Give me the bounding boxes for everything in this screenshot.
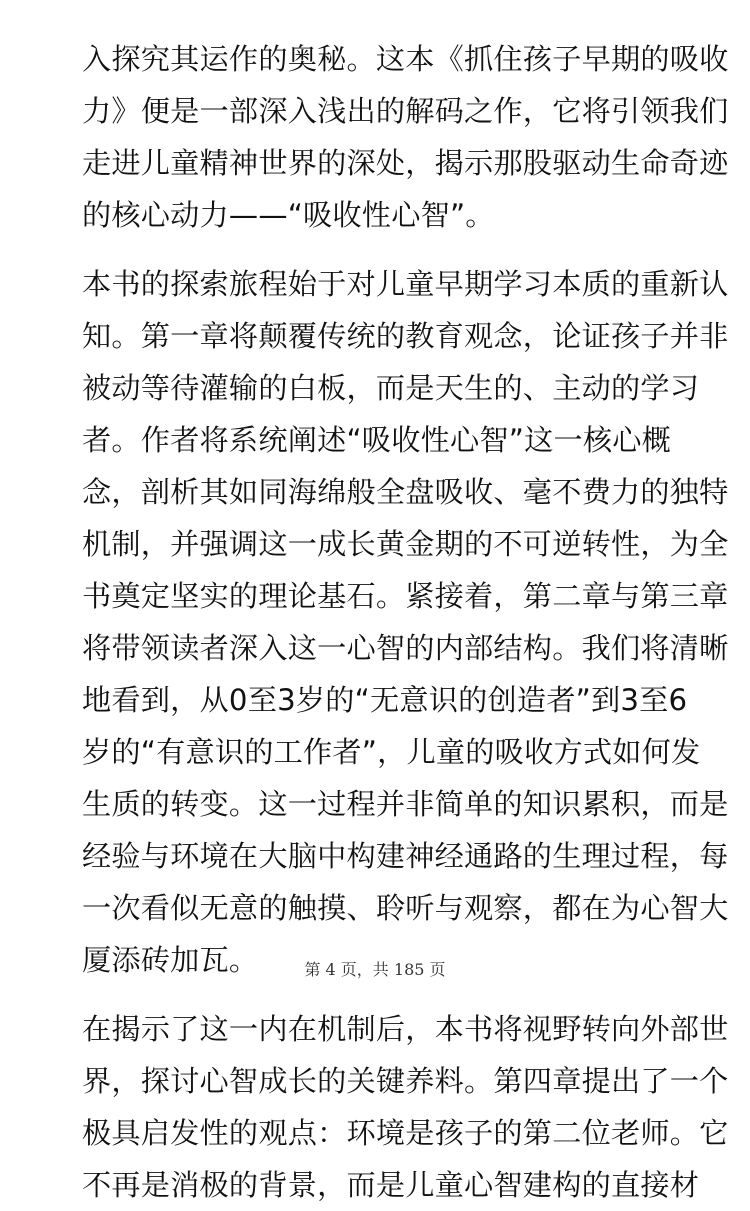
text-line: 一次看似无意的触摸、聆听与观察，都在为心智大 bbox=[82, 891, 729, 925]
text-line: 知。第一章将颠覆传统的教育观念，论证孩子并非 bbox=[82, 319, 729, 353]
paragraph-2 bbox=[82, 258, 729, 986]
text-line: 走进儿童精神世界的深处，揭示那股驱动生命奇迹 bbox=[82, 146, 729, 180]
text-line: 者。作者将系统阐述“吸收性心智”这一核心概 bbox=[82, 423, 672, 457]
text-line: 念，剖析其如同海绵般全盘吸收、毫不费力的独特 bbox=[82, 475, 729, 509]
page-number-footer: 第 4 页，共 185 页 bbox=[304, 960, 446, 979]
text-line: 生质的转变。这一过程并非简单的知识累积，而是 bbox=[82, 787, 729, 821]
text-line: 入探究其运作的奥秘。这本《抓住孩子早期的吸收 bbox=[82, 42, 729, 76]
text-line: 在揭示了这一内在机制后，本书将视野转向外部世 bbox=[82, 1012, 729, 1046]
text-line: 的核心动力——“吸收性心智”。 bbox=[82, 198, 495, 232]
text-line: 界，探讨心智成长的关键养料。第四章提出了一个 bbox=[82, 1064, 729, 1098]
text-line: 经验与环境在大脑中构建神经通路的生理过程，每 bbox=[82, 839, 729, 873]
body-text bbox=[82, 33, 729, 1211]
text-line: 书奠定坚实的理论基石。紧接着，第二章与第三章 bbox=[82, 579, 729, 613]
text-line: 厦添砖加瓦。 bbox=[82, 943, 259, 977]
text-line: 极具启发性的观点：环境是孩子的第二位老师。它 bbox=[82, 1116, 729, 1150]
text-line: 本书的探索旅程始于对儿童早期学习本质的重新认 bbox=[82, 267, 729, 301]
paragraph-3 bbox=[82, 1003, 729, 1211]
paragraph-1 bbox=[82, 33, 729, 241]
text-line: 力》便是一部深入浅出的解码之作，它将引领我们 bbox=[82, 94, 729, 128]
text-line: 将带领读者深入这一心智的内部结构。我们将清晰 bbox=[82, 631, 729, 665]
text-line: 岁的“有意识的工作者”，儿童的吸收方式如何发 bbox=[82, 735, 701, 769]
text-line: 被动等待灌输的白板，而是天生的、主动的学习 bbox=[82, 371, 700, 405]
text-line: 不再是消极的背景，而是儿童心智建构的直接材 bbox=[82, 1168, 700, 1202]
text-line: 地看到，从0至3岁的“无意识的创造者”到3至6 bbox=[82, 683, 688, 717]
text-line: 机制，并强调这一成长黄金期的不可逆转性，为全 bbox=[82, 527, 729, 561]
